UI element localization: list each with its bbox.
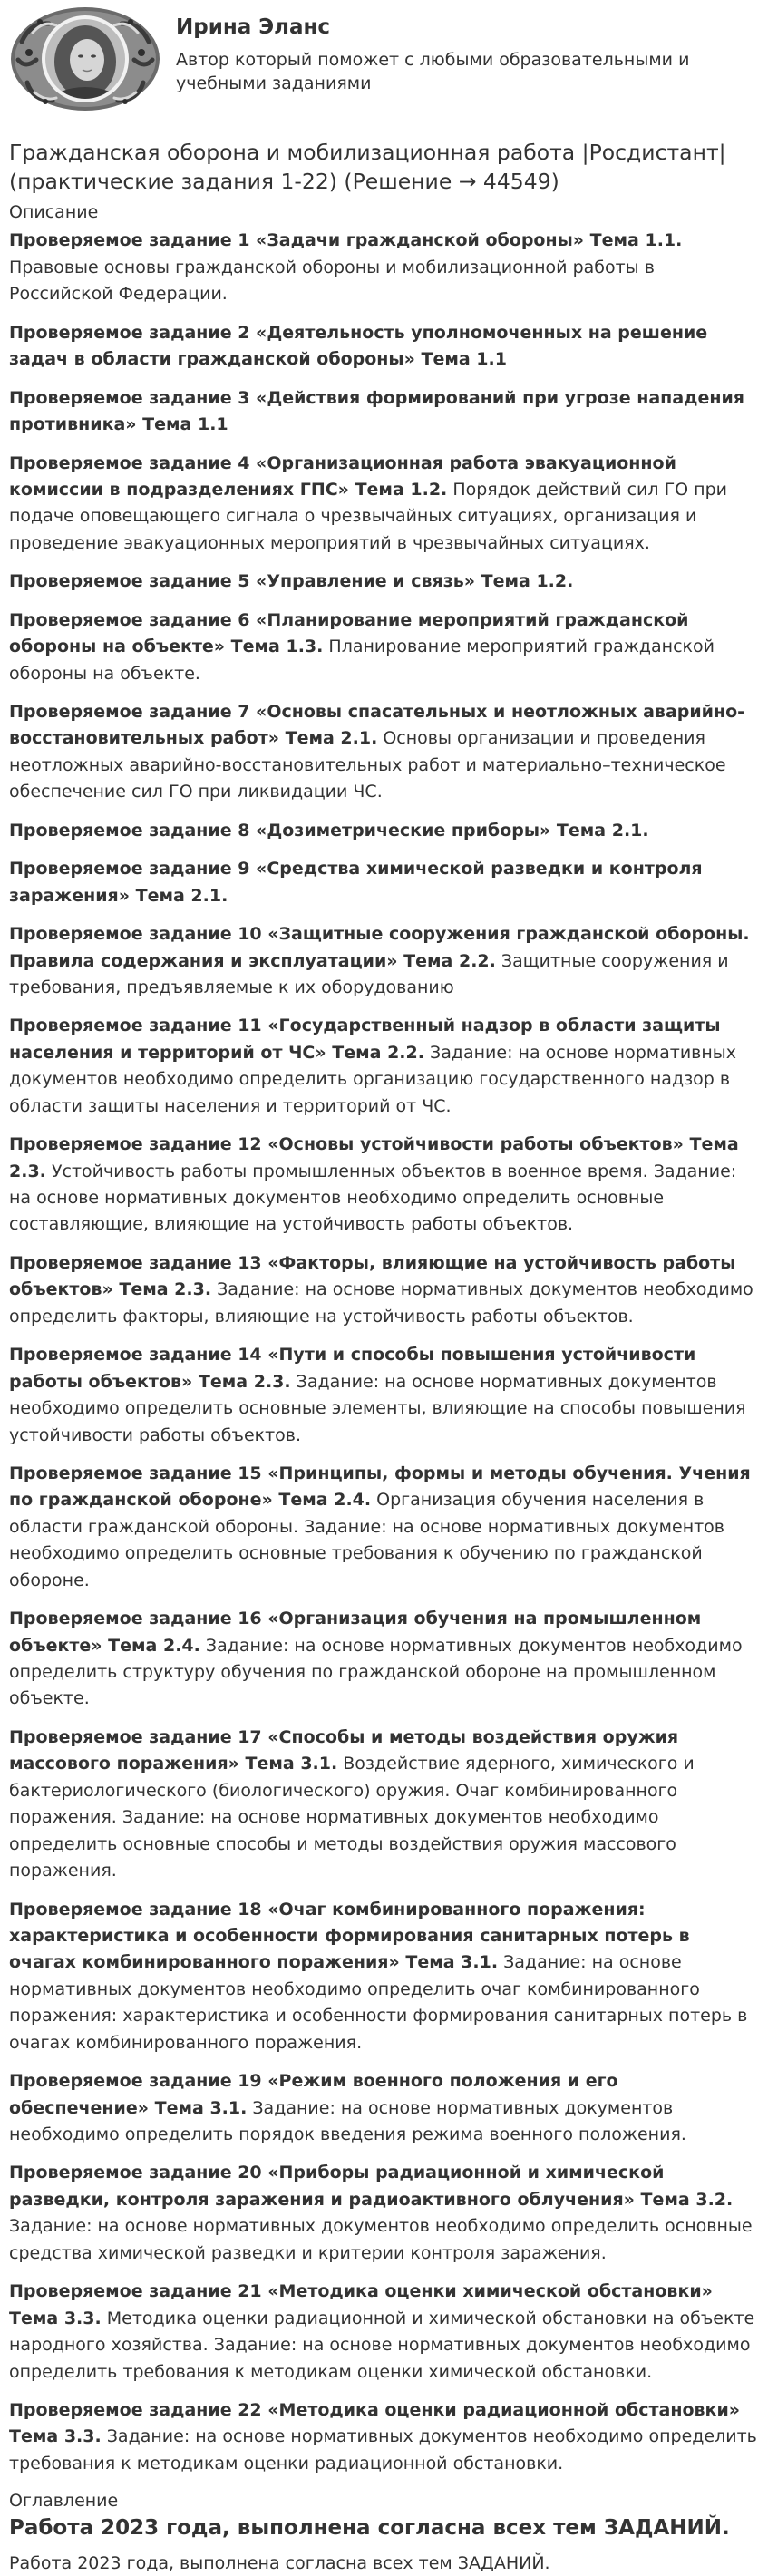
author-photo-icon	[9, 5, 161, 112]
list-item	[9, 1250, 760, 1330]
list-item	[9, 2068, 760, 2148]
list-item	[9, 1342, 760, 1449]
task-text: Задание: на основе нормативных документов необходимо определить структуру обучения по гражданской обороне на промышленном объекте.	[9, 1635, 743, 1709]
avatar[interactable]	[9, 5, 161, 112]
task-text: Задание: на основе нормативных документов необходимо определить требования к методикам оценки радиационной обстановки.	[9, 2426, 757, 2474]
task-heading: Проверяемое задание 3 «Действия формирований при угрозе нападения противника» Тема 1.1	[9, 387, 745, 435]
list-item	[9, 1725, 760, 1885]
task-heading: Проверяемое задание 16 «Организация обучения на промышленном объекте» Тема 2.4.	[9, 1609, 702, 1656]
task-text: Организация обучения населения в области гражданской обороны. Задание: на основе нормативных документов необходимо определить основные требования к обучению по гражданской обороне.	[9, 1490, 725, 1590]
list-item	[9, 1013, 760, 1120]
task-heading: Проверяемое задание 1 «Задачи гражданской обороны» Тема 1.1.	[9, 230, 683, 251]
task-heading: Проверяемое задание 2 «Деятельность уполномоченных на решение задач в области гражданской обороны» Тема 1.1	[9, 322, 708, 370]
summary-heading: Работа 2023 года, выполнена согласна всех тем ЗАДАНИЙ.	[9, 2515, 730, 2540]
list-item	[9, 921, 760, 1001]
list-item	[9, 228, 760, 307]
task-text: Задание: на основе нормативных документов необходимо определить основные средства химической разведки и критерии контроля заражения.	[9, 2216, 753, 2263]
list-item	[9, 569, 760, 595]
list-item	[9, 1132, 760, 1239]
task-text: Задание: на основе нормативных документов необходимо определить порядок введения режима военного положения.	[9, 2097, 686, 2144]
list-item	[9, 608, 760, 687]
author-name-link[interactable]: Ирина Эланс	[176, 15, 331, 39]
list-item	[9, 699, 760, 806]
list-item	[9, 1461, 760, 1594]
task-text: Устойчивость работы промышленных объектов в военное время. Задание: на основе нормативных документов необходимо определить основные составляющие, влияющие на устойчивость работы объектов.	[9, 1161, 737, 1235]
task-text: Задание: на основе нормативных документов необходимо определить основные элементы, влияющие на способы повышения устойчивости работы объектов.	[9, 1371, 746, 1445]
task-text: Задание: на основе нормативных документов необходимо определить очаг комбинированного поражения: характеристика и особенности формирования санитарных потерь в очагах комбинированного поражения.	[9, 1952, 748, 2053]
task-heading: Проверяемое задание 4 «Организационная работа эвакуационной комиссии в подразделениях ГПС» Тема 1.2.	[9, 452, 676, 500]
task-text: Порядок действий сил ГО при подаче оповещающего сигнала о чрезвычайных ситуациях, организация и проведение эвакуационных мероприятий в чрезвычайных ситуациях.	[9, 479, 728, 553]
task-text: Задание: на основе нормативных документов необходимо определить факторы, влияющие на устойчивость работы объектов.	[9, 1279, 753, 1327]
task-heading: Проверяемое задание 14 «Пути и способы повышения устойчивости работы объектов» Тема 2.3.	[9, 1345, 696, 1392]
list-item	[9, 320, 760, 374]
list-item	[9, 2397, 760, 2477]
task-heading: Проверяемое задание 15 «Принципы, формы и методы обучения. Учения по гражданской обороне» Тема 2.4.	[9, 1463, 751, 1511]
task-text: Методика оценки радиационной и химической обстановки на объекте народного хозяйства. Задание: на основе нормативных документов необходимо определить требования к методикам оценки химической обстановки.	[9, 2308, 755, 2382]
page	[9, 5, 760, 2576]
task-list	[9, 228, 760, 2477]
task-heading: Проверяемое задание 11 «Государственный надзор в области защиты населения и территорий от ЧС» Тема 2.2.	[9, 1016, 721, 1063]
toc-label: Оглавление	[9, 2491, 119, 2512]
task-heading: Проверяемое задание 13 «Факторы, влияющие на устойчивость работы объектов» Тема 2.3.	[9, 1252, 736, 1300]
task-heading: Проверяемое задание 10 «Защитные сооружения гражданской обороны. Правила содержания и эксплуатации» Тема 2.2.	[9, 924, 750, 971]
author-card	[9, 5, 760, 120]
task-heading: Проверяемое задание 6 «Планирование мероприятий гражданской обороны на объекте» Тема 1.3.	[9, 609, 689, 657]
task-heading: Проверяемое задание 12 «Основы устойчивости работы объектов» Тема 2.3.	[9, 1134, 739, 1181]
task-heading: Проверяемое задание 9 «Средства химической разведки и контроля заражения» Тема 2.1.	[9, 859, 703, 906]
task-heading: Проверяемое задание 8 «Дозиметрические приборы» Тема 2.1.	[9, 820, 649, 841]
list-item	[9, 1897, 760, 2057]
list-item	[9, 2160, 760, 2267]
task-heading: Проверяемое задание 5 «Управление и связь» Тема 1.2.	[9, 571, 574, 592]
page-title: Гражданская оборона и мобилизационная работа |Росдистант| (практические задания 1-22) (Решение → 44549)	[9, 140, 726, 195]
list-item	[9, 451, 760, 558]
task-text: Планирование мероприятий гражданской обороны на объекте.	[9, 637, 715, 684]
task-heading: Проверяемое задание 19 «Режим военного положения и его обеспечение» Тема 3.1.	[9, 2071, 618, 2118]
author-tagline: Автор который поможет с любыми образовательными и учебными заданиями	[176, 49, 690, 94]
list-item	[9, 385, 760, 439]
task-heading: Проверяемое задание 7 «Основы спасательных и неотложных аварийно-восстановительных работ» Тема 2.1.	[9, 702, 745, 749]
list-item	[9, 818, 760, 844]
summary-text: Работа 2023 года, выполнена согласна всех тем ЗАДАНИЙ.	[9, 2553, 550, 2574]
task-text: Правовые основы гражданской обороны и мобилизационной работы в Российской Федерации.	[9, 257, 655, 305]
task-heading: Проверяемое задание 17 «Способы и методы воздействия оружия массового поражения» Тема 3.1.	[9, 1726, 679, 1774]
task-text: Задание: на основе нормативных документов необходимо определить организацию государственного надзор в области защиты населения и территорий от ЧС.	[9, 1042, 737, 1116]
task-text: Основы организации и проведения неотложных аварийно-восстановительных работ и материально–техническое обеспечение сил ГО при ликвидации ЧС.	[9, 728, 726, 802]
task-text: Воздействие ядерного, химического и бактериологического (биологического) оружия. Очаг комбинированного поражения. Задание: на основе нормативных документов необходимо определить основные способы и методы воздействия оружия массового поражения.	[9, 1754, 695, 1881]
list-item	[9, 1606, 760, 1713]
description-label: Описание	[9, 201, 99, 222]
task-heading: Проверяемое задание 18 «Очаг комбинированного поражения: характеристика и особенности формирования санитарных потерь в очагах комбинированного поражения» Тема 3.1.	[9, 1899, 690, 1973]
task-heading: Проверяемое задание 21 «Методика оценки химической обстановки» Тема 3.3.	[9, 2281, 713, 2328]
task-heading: Проверяемое задание 22 «Методика оценки радиационной обстановки» Тема 3.3.	[9, 2399, 741, 2447]
list-item	[9, 856, 760, 909]
task-heading: Проверяемое задание 20 «Приборы радиационной и химической разведки, контроля заражения и радиоактивного облучения» Тема 3.2.	[9, 2163, 734, 2210]
task-text: Защитные сооружения и требования, предъявляемые к их оборудованию	[9, 950, 729, 997]
list-item	[9, 2279, 760, 2386]
